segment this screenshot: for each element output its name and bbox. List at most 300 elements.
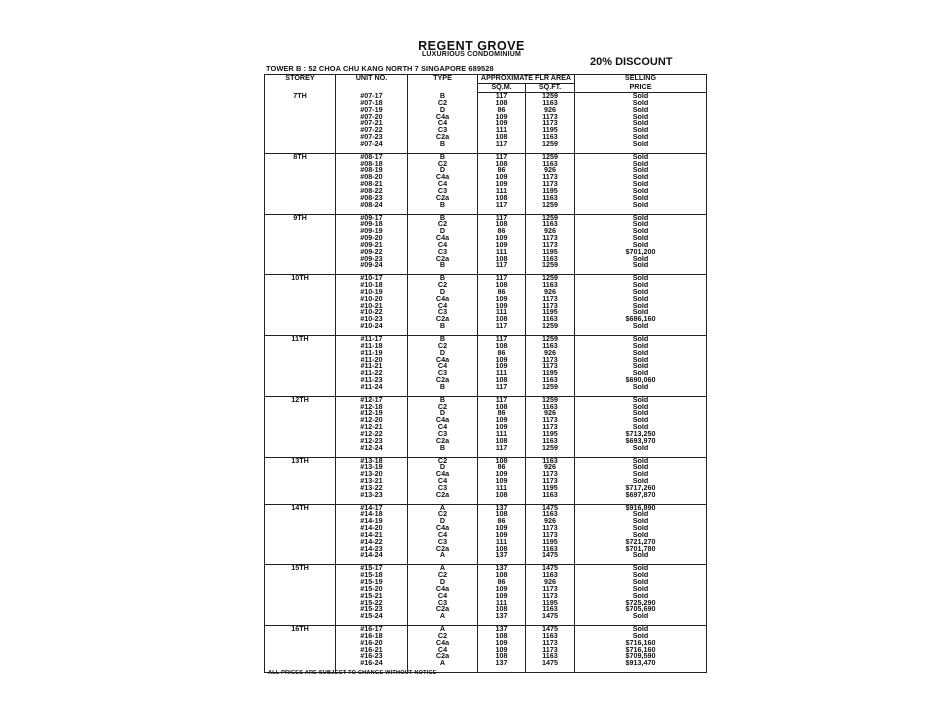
area-sqft-cell: 1195 bbox=[526, 127, 575, 134]
unit-no-cell: #16-18 bbox=[336, 633, 408, 640]
unit-no-cell: #14-22 bbox=[336, 539, 408, 546]
table-row bbox=[265, 336, 707, 343]
area-sqft-cell: 1163 bbox=[526, 492, 575, 499]
area-sqm-cell: 137 bbox=[478, 613, 526, 620]
unit-no-cell: #11-18 bbox=[336, 343, 408, 350]
unit-type-cell: C3 bbox=[408, 249, 478, 256]
unit-type-cell: C3 bbox=[408, 309, 478, 316]
unit-type-cell: C4 bbox=[408, 532, 478, 539]
unit-no-cell: #11-23 bbox=[336, 377, 408, 384]
unit-type-cell: C4a bbox=[408, 586, 478, 593]
unit-no-cell: #11-21 bbox=[336, 363, 408, 370]
unit-type-cell: B bbox=[408, 323, 478, 330]
area-sqm-cell: 111 bbox=[478, 431, 526, 438]
selling-price-cell: Sold bbox=[575, 336, 707, 343]
area-sqm-cell: 108 bbox=[478, 546, 526, 553]
area-sqm-cell: 117 bbox=[478, 202, 526, 209]
area-sqft-cell: 1475 bbox=[526, 626, 575, 633]
unit-type-cell: A bbox=[408, 552, 478, 559]
area-sqft-cell: 1163 bbox=[526, 572, 575, 579]
selling-price-cell: $705,690 bbox=[575, 606, 707, 613]
unit-type-cell: C4a bbox=[408, 114, 478, 121]
table-row bbox=[265, 153, 707, 160]
area-sqft-cell: 1195 bbox=[526, 309, 575, 316]
unit-no-cell: #08-19 bbox=[336, 167, 408, 174]
unit-type-cell: C4 bbox=[408, 181, 478, 188]
selling-price-cell: Sold bbox=[575, 93, 707, 100]
unit-type-cell: B bbox=[408, 396, 478, 403]
selling-price-cell: Sold bbox=[575, 343, 707, 350]
unit-type-cell: C4 bbox=[408, 242, 478, 249]
unit-no-cell: #16-20 bbox=[336, 640, 408, 647]
area-sqft-cell: 1173 bbox=[526, 593, 575, 600]
selling-price-cell: Sold bbox=[575, 221, 707, 228]
unit-no-cell: #16-17 bbox=[336, 626, 408, 633]
unit-no-cell: #15-21 bbox=[336, 593, 408, 600]
area-sqft-cell: 1475 bbox=[526, 504, 575, 511]
unit-no-cell: #08-18 bbox=[336, 161, 408, 168]
selling-price-cell: Sold bbox=[575, 235, 707, 242]
unit-type-cell: D bbox=[408, 228, 478, 235]
area-sqm-cell: 117 bbox=[478, 93, 526, 100]
unit-no-cell: #07-18 bbox=[336, 100, 408, 107]
area-sqft-cell: 1173 bbox=[526, 114, 575, 121]
area-sqft-cell: 1173 bbox=[526, 120, 575, 127]
area-sqft-cell: 926 bbox=[526, 410, 575, 417]
unit-no-cell: #12-17 bbox=[336, 396, 408, 403]
unit-no-cell: #16-21 bbox=[336, 647, 408, 654]
area-sqm-cell: 108 bbox=[478, 221, 526, 228]
unit-no-cell: #14-20 bbox=[336, 525, 408, 532]
area-sqft-cell: 1173 bbox=[526, 417, 575, 424]
unit-type-cell: C3 bbox=[408, 539, 478, 546]
area-sqft-cell: 1163 bbox=[526, 134, 575, 141]
unit-type-cell: C2 bbox=[408, 282, 478, 289]
document-title: REGENT GROVE bbox=[418, 39, 525, 53]
selling-price-cell: $693,970 bbox=[575, 438, 707, 445]
table-row bbox=[265, 504, 707, 511]
selling-price-cell: Sold bbox=[575, 296, 707, 303]
selling-price-cell: Sold bbox=[575, 518, 707, 525]
unit-type-cell: B bbox=[408, 384, 478, 391]
area-sqm-cell: 108 bbox=[478, 343, 526, 350]
spacer-cell bbox=[575, 667, 707, 673]
unit-type-cell: D bbox=[408, 350, 478, 357]
area-sqm-cell: 109 bbox=[478, 647, 526, 654]
area-sqm-cell: 117 bbox=[478, 323, 526, 330]
unit-no-cell: #16-23 bbox=[336, 653, 408, 660]
area-sqm-cell: 109 bbox=[478, 593, 526, 600]
area-sqft-cell: 1173 bbox=[526, 647, 575, 654]
area-sqft-cell: 1173 bbox=[526, 357, 575, 364]
area-sqft-cell: 1195 bbox=[526, 370, 575, 377]
unit-no-cell: #13-23 bbox=[336, 492, 408, 499]
unit-no-cell: #07-20 bbox=[336, 114, 408, 121]
unit-type-cell: B bbox=[408, 93, 478, 100]
spacer-cell bbox=[526, 667, 575, 673]
area-sqm-cell: 108 bbox=[478, 572, 526, 579]
area-sqft-cell: 1259 bbox=[526, 275, 575, 282]
area-sqm-cell: 108 bbox=[478, 282, 526, 289]
unit-type-cell: A bbox=[408, 565, 478, 572]
selling-price-cell: Sold bbox=[575, 114, 707, 121]
selling-price-cell: Sold bbox=[575, 572, 707, 579]
area-sqm-cell: 117 bbox=[478, 275, 526, 282]
unit-type-cell: C3 bbox=[408, 431, 478, 438]
selling-price-cell: Sold bbox=[575, 303, 707, 310]
selling-price-cell: $721,270 bbox=[575, 539, 707, 546]
unit-type-cell: B bbox=[408, 445, 478, 452]
table-row bbox=[265, 93, 707, 100]
unit-type-cell: C3 bbox=[408, 188, 478, 195]
selling-price-cell: Sold bbox=[575, 141, 707, 148]
unit-type-cell: C2 bbox=[408, 404, 478, 411]
area-sqm-cell: 111 bbox=[478, 249, 526, 256]
area-sqm-cell: 109 bbox=[478, 586, 526, 593]
selling-price-cell: Sold bbox=[575, 262, 707, 269]
unit-type-cell: B bbox=[408, 153, 478, 160]
area-sqft-cell: 926 bbox=[526, 464, 575, 471]
area-sqft-cell: 1163 bbox=[526, 195, 575, 202]
unit-no-cell: #12-18 bbox=[336, 404, 408, 411]
unit-no-cell: #15-20 bbox=[336, 586, 408, 593]
area-sqm-cell: 109 bbox=[478, 532, 526, 539]
price-table-body bbox=[265, 93, 707, 673]
unit-type-cell: C4 bbox=[408, 593, 478, 600]
unit-type-cell: C2a bbox=[408, 134, 478, 141]
unit-type-cell: D bbox=[408, 107, 478, 114]
area-sqft-cell: 1259 bbox=[526, 384, 575, 391]
table-row bbox=[265, 626, 707, 633]
selling-price-cell: Sold bbox=[575, 579, 707, 586]
unit-no-cell: #11-20 bbox=[336, 357, 408, 364]
area-sqft-cell: 1173 bbox=[526, 640, 575, 647]
unit-no-cell: #09-20 bbox=[336, 235, 408, 242]
area-sqm-cell: 117 bbox=[478, 141, 526, 148]
selling-price-cell: Sold bbox=[575, 552, 707, 559]
selling-price-cell: Sold bbox=[575, 134, 707, 141]
header-row bbox=[265, 75, 707, 84]
unit-type-cell: C4a bbox=[408, 235, 478, 242]
area-sqm-cell: 86 bbox=[478, 410, 526, 417]
unit-no-cell: #10-19 bbox=[336, 289, 408, 296]
selling-price-cell: Sold bbox=[575, 464, 707, 471]
unit-type-cell: C2 bbox=[408, 161, 478, 168]
area-sqft-cell: 1163 bbox=[526, 633, 575, 640]
area-sqm-cell: 137 bbox=[478, 660, 526, 667]
selling-price-cell: Sold bbox=[575, 410, 707, 417]
unit-type-cell: C3 bbox=[408, 127, 478, 134]
area-sqm-cell: 108 bbox=[478, 404, 526, 411]
area-sqft-cell: 1195 bbox=[526, 539, 575, 546]
unit-no-cell: #11-19 bbox=[336, 350, 408, 357]
unit-no-cell: #08-22 bbox=[336, 188, 408, 195]
area-sqm-cell: 109 bbox=[478, 181, 526, 188]
document-subtitle: LUXURIOUS CONDOMINIUM bbox=[421, 51, 522, 58]
selling-price-cell: Sold bbox=[575, 188, 707, 195]
selling-price-cell: Sold bbox=[575, 370, 707, 377]
unit-no-cell: #11-17 bbox=[336, 336, 408, 343]
unit-type-cell: A bbox=[408, 504, 478, 511]
selling-price-cell: Sold bbox=[575, 363, 707, 370]
area-sqft-cell: 1475 bbox=[526, 565, 575, 572]
area-sqft-cell: 1195 bbox=[526, 485, 575, 492]
area-sqm-cell: 86 bbox=[478, 289, 526, 296]
area-sqm-cell: 108 bbox=[478, 256, 526, 263]
area-sqft-cell: 1163 bbox=[526, 606, 575, 613]
selling-price-cell: Sold bbox=[575, 120, 707, 127]
tower-address: TOWER B : 52 CHOA CHU KANG NORTH 7 SINGAPORE 689528 bbox=[266, 64, 494, 73]
area-sqm-cell: 109 bbox=[478, 235, 526, 242]
unit-type-cell: C4a bbox=[408, 525, 478, 532]
area-sqft-cell: 1475 bbox=[526, 613, 575, 620]
selling-price-cell: Sold bbox=[575, 633, 707, 640]
area-sqft-cell: 1173 bbox=[526, 478, 575, 485]
unit-type-cell: D bbox=[408, 167, 478, 174]
area-sqft-cell: 1259 bbox=[526, 141, 575, 148]
selling-price-cell: Sold bbox=[575, 309, 707, 316]
selling-price-cell: $709,590 bbox=[575, 653, 707, 660]
selling-price-cell: Sold bbox=[575, 289, 707, 296]
area-sqft-cell: 1173 bbox=[526, 363, 575, 370]
unit-type-cell: C2a bbox=[408, 606, 478, 613]
selling-price-cell: $913,470 bbox=[575, 660, 707, 667]
discount-label: 20% DISCOUNT bbox=[590, 56, 673, 68]
area-sqm-cell: 137 bbox=[478, 552, 526, 559]
area-sqft-cell: 1173 bbox=[526, 181, 575, 188]
area-sqft-cell: 1163 bbox=[526, 438, 575, 445]
area-sqm-cell: 86 bbox=[478, 518, 526, 525]
unit-no-cell: #15-23 bbox=[336, 606, 408, 613]
unit-type-cell: C4 bbox=[408, 647, 478, 654]
area-sqft-cell: 1259 bbox=[526, 153, 575, 160]
unit-no-cell: #11-24 bbox=[336, 384, 408, 391]
selling-price-cell: Sold bbox=[575, 275, 707, 282]
unit-type-cell: B bbox=[408, 214, 478, 221]
unit-no-cell: #10-23 bbox=[336, 316, 408, 323]
unit-no-cell: #12-20 bbox=[336, 417, 408, 424]
table-row bbox=[265, 214, 707, 221]
unit-type-cell: A bbox=[408, 626, 478, 633]
area-sqm-cell: 108 bbox=[478, 316, 526, 323]
storey-cell: 7TH bbox=[265, 93, 336, 154]
selling-price-cell: $716,160 bbox=[575, 640, 707, 647]
storey-cell: 8TH bbox=[265, 153, 336, 214]
selling-price-cell: Sold bbox=[575, 457, 707, 464]
area-sqft-cell: 926 bbox=[526, 518, 575, 525]
area-sqft-cell: 1475 bbox=[526, 660, 575, 667]
storey-cell: 15TH bbox=[265, 565, 336, 626]
selling-price-cell: Sold bbox=[575, 478, 707, 485]
selling-price-cell: Sold bbox=[575, 256, 707, 263]
area-sqft-cell: 1259 bbox=[526, 214, 575, 221]
unit-no-cell: #12-23 bbox=[336, 438, 408, 445]
unit-no-cell: #07-22 bbox=[336, 127, 408, 134]
selling-price-cell: Sold bbox=[575, 384, 707, 391]
area-sqm-cell: 109 bbox=[478, 296, 526, 303]
storey-cell: 12TH bbox=[265, 396, 336, 457]
area-sqm-cell: 109 bbox=[478, 363, 526, 370]
unit-no-cell: #09-23 bbox=[336, 256, 408, 263]
area-sqft-cell: 1259 bbox=[526, 396, 575, 403]
selling-price-cell: $686,160 bbox=[575, 316, 707, 323]
storey-cell: 16TH bbox=[265, 626, 336, 673]
area-sqft-cell: 1259 bbox=[526, 202, 575, 209]
unit-type-cell: C2 bbox=[408, 511, 478, 518]
area-sqm-cell: 137 bbox=[478, 504, 526, 511]
area-sqm-cell: 108 bbox=[478, 100, 526, 107]
area-sqft-cell: 1173 bbox=[526, 586, 575, 593]
area-sqft-cell: 1173 bbox=[526, 235, 575, 242]
area-sqm-cell: 109 bbox=[478, 357, 526, 364]
area-sqm-cell: 86 bbox=[478, 350, 526, 357]
area-sqm-cell: 109 bbox=[478, 478, 526, 485]
selling-price-cell: Sold bbox=[575, 195, 707, 202]
area-sqm-cell: 108 bbox=[478, 438, 526, 445]
unit-type-cell: C4 bbox=[408, 363, 478, 370]
unit-no-cell: #10-17 bbox=[336, 275, 408, 282]
unit-no-cell: #14-23 bbox=[336, 546, 408, 553]
area-sqft-cell: 1163 bbox=[526, 343, 575, 350]
unit-type-cell: B bbox=[408, 202, 478, 209]
area-sqft-cell: 1195 bbox=[526, 431, 575, 438]
unit-type-cell: C2 bbox=[408, 633, 478, 640]
area-sqm-cell: 109 bbox=[478, 174, 526, 181]
area-sqm-cell: 117 bbox=[478, 153, 526, 160]
header-approx-floor-area: APPROXIMATE FLR AREA bbox=[478, 75, 575, 84]
area-sqft-cell: 1173 bbox=[526, 532, 575, 539]
area-sqm-cell: 109 bbox=[478, 114, 526, 121]
unit-type-cell: C2 bbox=[408, 100, 478, 107]
unit-type-cell: C2 bbox=[408, 572, 478, 579]
area-sqft-cell: 1173 bbox=[526, 303, 575, 310]
unit-type-cell: C4a bbox=[408, 640, 478, 647]
area-sqm-cell: 86 bbox=[478, 167, 526, 174]
unit-type-cell: C4 bbox=[408, 424, 478, 431]
unit-no-cell: #14-18 bbox=[336, 511, 408, 518]
area-sqft-cell: 1259 bbox=[526, 336, 575, 343]
selling-price-cell: Sold bbox=[575, 593, 707, 600]
storey-cell: 13TH bbox=[265, 457, 336, 504]
storey-cell: 14TH bbox=[265, 504, 336, 565]
price-disclaimer: ALL PRICES ARE SUBJECT TO CHANGE WITHOUT NOTICE bbox=[268, 670, 437, 676]
unit-type-cell: C3 bbox=[408, 370, 478, 377]
selling-price-cell: Sold bbox=[575, 127, 707, 134]
area-sqm-cell: 137 bbox=[478, 626, 526, 633]
unit-no-cell: #09-19 bbox=[336, 228, 408, 235]
unit-no-cell: #11-22 bbox=[336, 370, 408, 377]
area-sqm-cell: 109 bbox=[478, 471, 526, 478]
area-sqft-cell: 926 bbox=[526, 107, 575, 114]
selling-price-cell: Sold bbox=[575, 613, 707, 620]
unit-type-cell: C2a bbox=[408, 195, 478, 202]
selling-price-cell: Sold bbox=[575, 202, 707, 209]
unit-no-cell: #13-21 bbox=[336, 478, 408, 485]
unit-no-cell: #09-22 bbox=[336, 249, 408, 256]
selling-price-cell: $697,870 bbox=[575, 492, 707, 499]
header-type: TYPE bbox=[408, 75, 478, 93]
area-sqft-cell: 1163 bbox=[526, 256, 575, 263]
unit-no-cell: #12-24 bbox=[336, 445, 408, 452]
unit-no-cell: #08-17 bbox=[336, 153, 408, 160]
header-selling: SELLING bbox=[575, 75, 707, 84]
unit-type-cell: C2a bbox=[408, 653, 478, 660]
area-sqm-cell: 109 bbox=[478, 417, 526, 424]
area-sqm-cell: 111 bbox=[478, 600, 526, 607]
unit-no-cell: #13-20 bbox=[336, 471, 408, 478]
area-sqm-cell: 108 bbox=[478, 492, 526, 499]
unit-type-cell: C2a bbox=[408, 492, 478, 499]
unit-no-cell: #12-21 bbox=[336, 424, 408, 431]
area-sqft-cell: 1163 bbox=[526, 457, 575, 464]
area-sqft-cell: 1173 bbox=[526, 174, 575, 181]
unit-no-cell: #08-24 bbox=[336, 202, 408, 209]
area-sqm-cell: 111 bbox=[478, 127, 526, 134]
area-sqft-cell: 1163 bbox=[526, 161, 575, 168]
unit-type-cell: B bbox=[408, 262, 478, 269]
selling-price-cell: Sold bbox=[575, 214, 707, 221]
unit-type-cell: D bbox=[408, 579, 478, 586]
unit-no-cell: #15-18 bbox=[336, 572, 408, 579]
area-sqm-cell: 108 bbox=[478, 606, 526, 613]
area-sqft-cell: 1173 bbox=[526, 525, 575, 532]
unit-type-cell: D bbox=[408, 518, 478, 525]
unit-no-cell: #12-22 bbox=[336, 431, 408, 438]
selling-price-cell: Sold bbox=[575, 357, 707, 364]
area-sqm-cell: 108 bbox=[478, 653, 526, 660]
selling-price-cell: Sold bbox=[575, 404, 707, 411]
selling-price-cell: Sold bbox=[575, 181, 707, 188]
selling-price-cell: Sold bbox=[575, 242, 707, 249]
unit-no-cell: #14-21 bbox=[336, 532, 408, 539]
unit-type-cell: B bbox=[408, 141, 478, 148]
header-sqm: SQ.M. bbox=[478, 84, 526, 93]
unit-no-cell: #10-18 bbox=[336, 282, 408, 289]
unit-type-cell: C2a bbox=[408, 438, 478, 445]
area-sqm-cell: 117 bbox=[478, 214, 526, 221]
area-sqm-cell: 117 bbox=[478, 336, 526, 343]
selling-price-cell: Sold bbox=[575, 396, 707, 403]
unit-type-cell: C2a bbox=[408, 256, 478, 263]
area-sqft-cell: 1195 bbox=[526, 188, 575, 195]
area-sqft-cell: 1173 bbox=[526, 296, 575, 303]
unit-type-cell: C3 bbox=[408, 600, 478, 607]
unit-type-cell: D bbox=[408, 289, 478, 296]
unit-type-cell: C4 bbox=[408, 303, 478, 310]
area-sqft-cell: 1163 bbox=[526, 221, 575, 228]
price-table bbox=[264, 74, 707, 673]
selling-price-cell: $717,260 bbox=[575, 485, 707, 492]
selling-price-cell: Sold bbox=[575, 323, 707, 330]
unit-no-cell: #10-24 bbox=[336, 323, 408, 330]
area-sqft-cell: 1163 bbox=[526, 282, 575, 289]
unit-type-cell: C4a bbox=[408, 174, 478, 181]
selling-price-cell: $713,250 bbox=[575, 431, 707, 438]
unit-no-cell: #14-17 bbox=[336, 504, 408, 511]
selling-price-cell: Sold bbox=[575, 565, 707, 572]
unit-type-cell: C2a bbox=[408, 377, 478, 384]
area-sqm-cell: 86 bbox=[478, 579, 526, 586]
selling-price-cell: Sold bbox=[575, 532, 707, 539]
area-sqm-cell: 108 bbox=[478, 377, 526, 384]
area-sqm-cell: 117 bbox=[478, 445, 526, 452]
selling-price-cell: Sold bbox=[575, 167, 707, 174]
area-sqft-cell: 1163 bbox=[526, 653, 575, 660]
selling-price-cell: Sold bbox=[575, 445, 707, 452]
table-row bbox=[265, 457, 707, 464]
selling-price-cell: Sold bbox=[575, 350, 707, 357]
header-sqft: SQ.FT. bbox=[526, 84, 575, 93]
